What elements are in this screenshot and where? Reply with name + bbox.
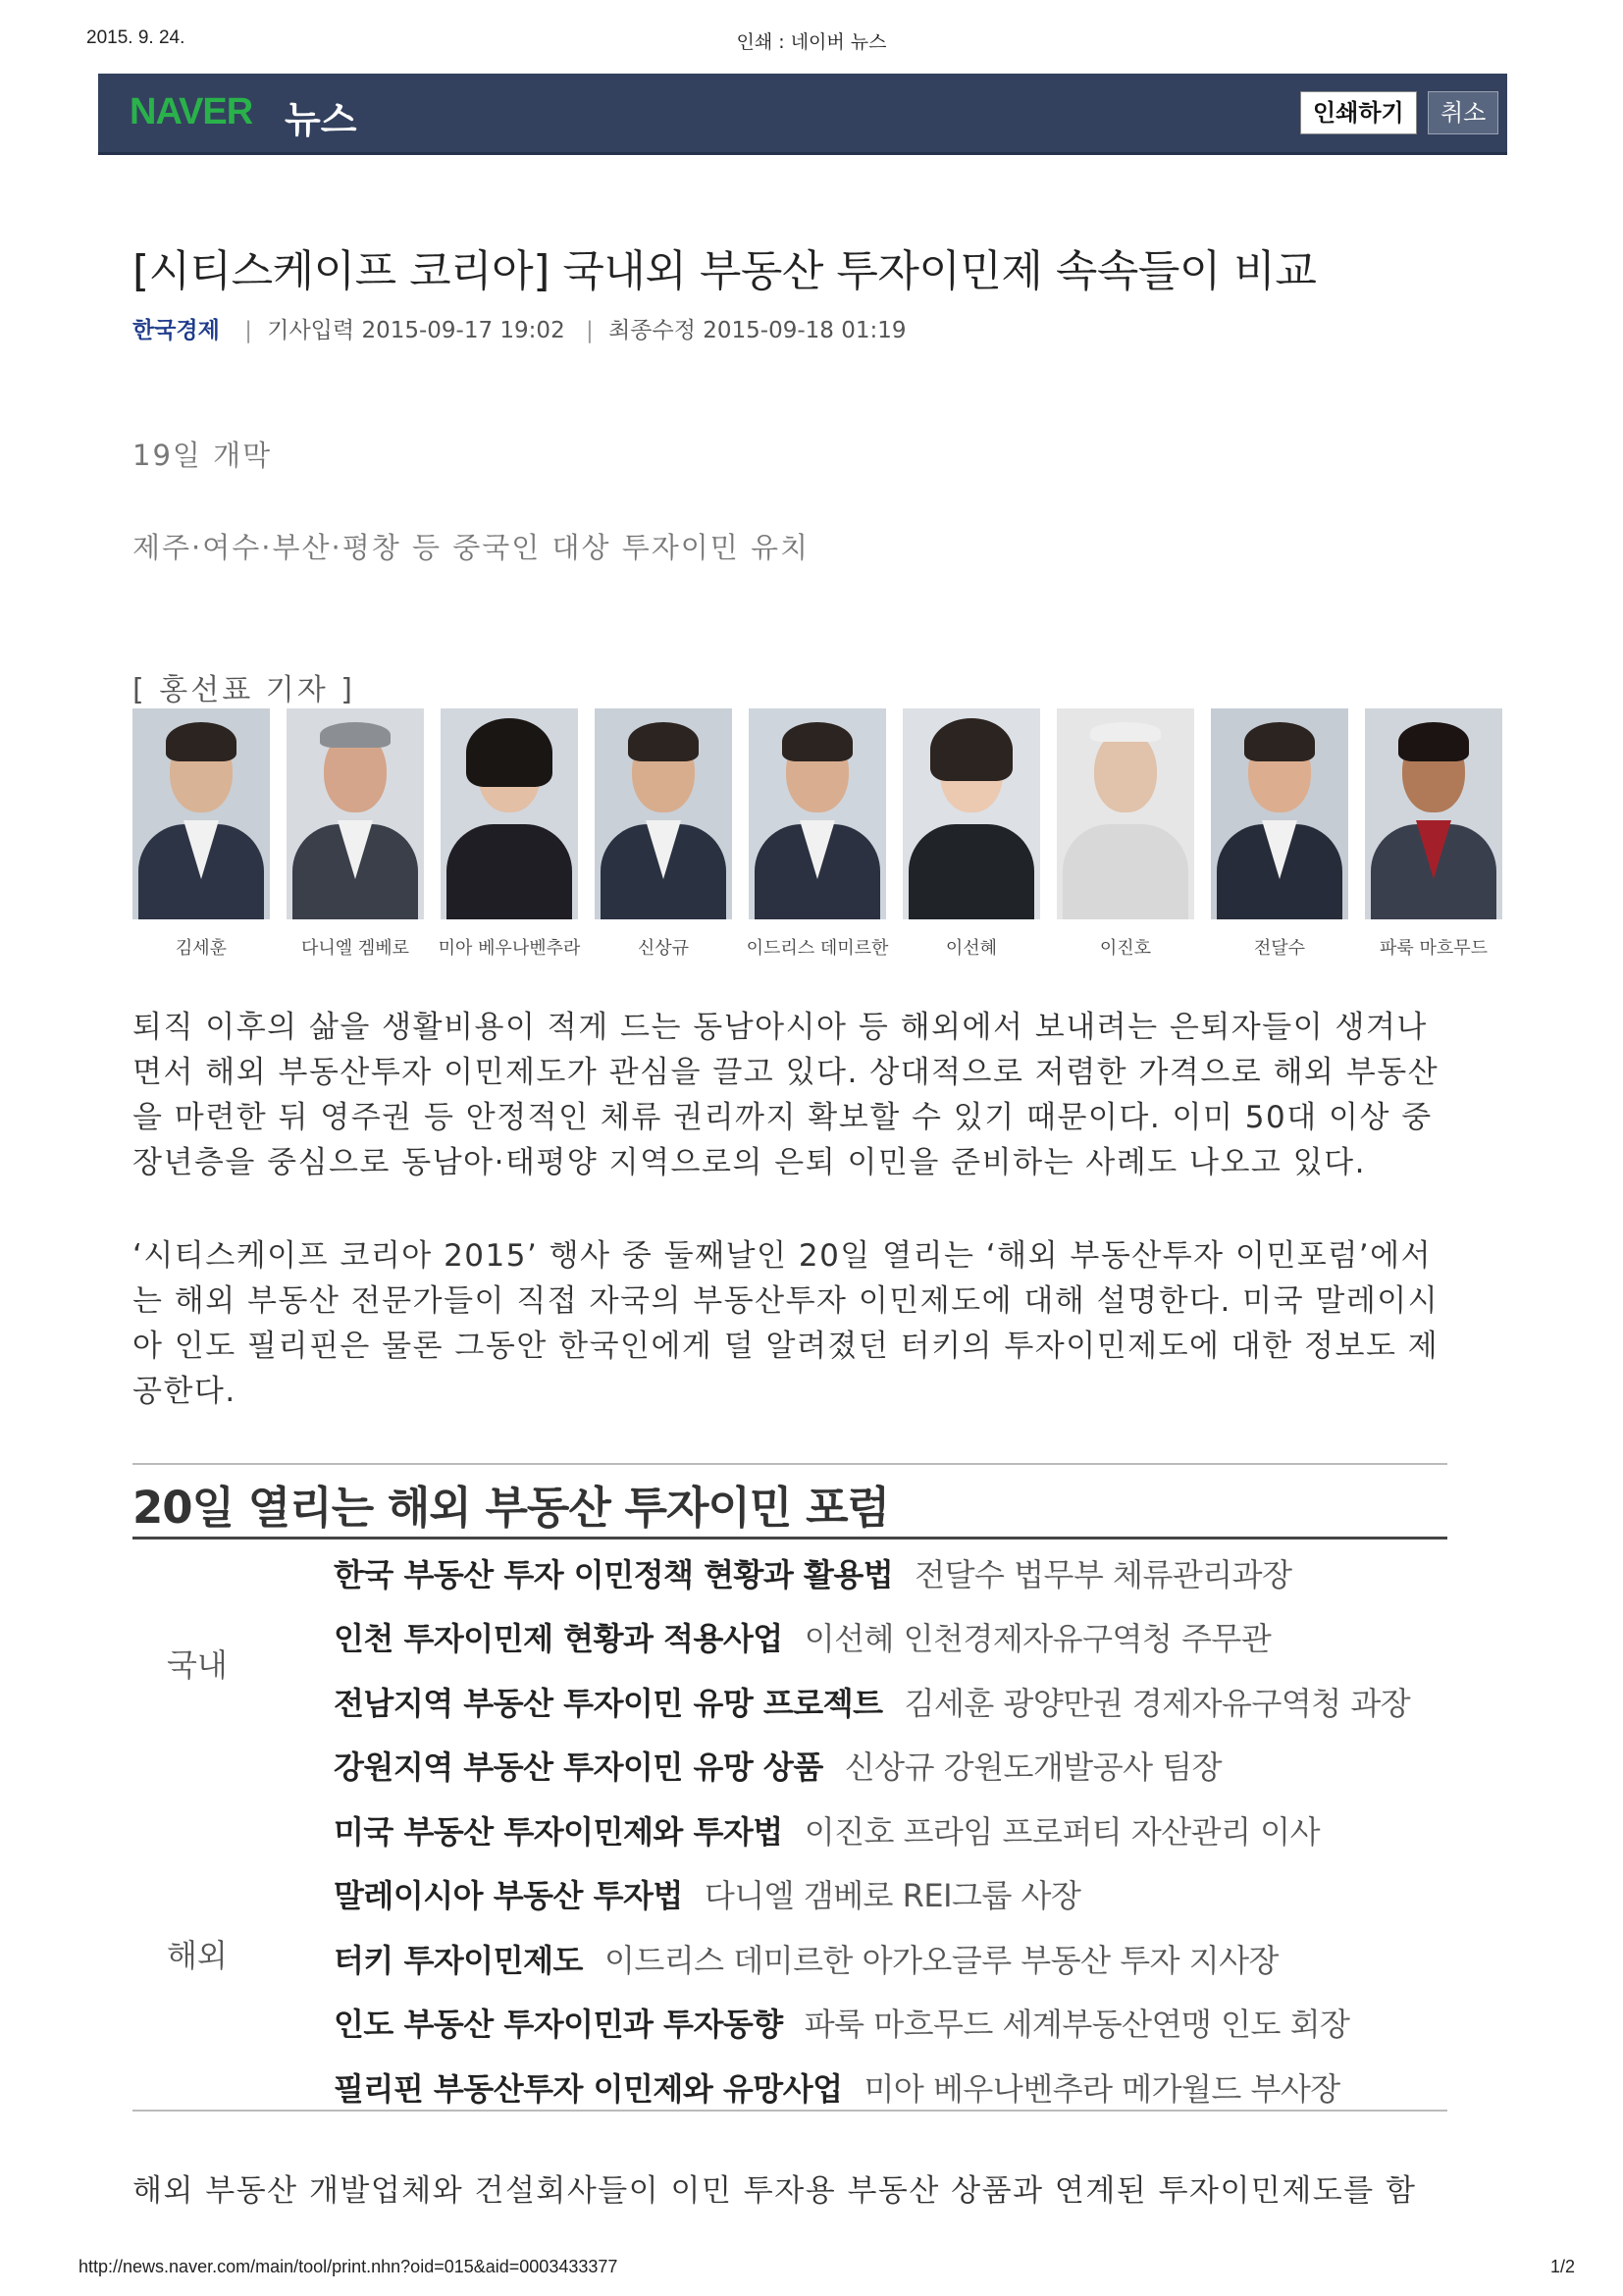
speaker-photo bbox=[132, 708, 270, 919]
forum-speaker: 이드리스 데미르한 아가오글루 부동산 투자 지사장 bbox=[603, 1942, 1279, 1979]
forum-topic: 강원지역 부동산 투자이민 유망 상품 bbox=[334, 1748, 823, 1786]
speaker-photo bbox=[1211, 708, 1348, 919]
table-top-rule bbox=[132, 1463, 1447, 1465]
forum-speaker: 신상규 강원도개발공사 팀장 bbox=[844, 1748, 1223, 1786]
article-paragraph-1 bbox=[132, 1005, 1506, 1185]
forum-topic: 터키 투자이민제도 bbox=[334, 1942, 583, 1979]
paragraph-line: 장년층을 중심으로 동남아·태평양 지역으로의 은퇴 이민을 준비하는 사례도 나오고 있다. bbox=[132, 1145, 1366, 1180]
cancel-button[interactable]: 취소 bbox=[1428, 91, 1498, 134]
reporter-byline: [ 홍선표 기자 ] bbox=[132, 673, 355, 707]
input-time: 2015-09-17 19:02 bbox=[361, 318, 565, 343]
article-paragraph-3 bbox=[132, 2168, 1506, 2214]
photo-caption: 이진호 bbox=[1099, 938, 1152, 959]
modified-time: 2015-09-18 01:19 bbox=[703, 318, 907, 343]
forum-row bbox=[334, 1936, 1279, 1981]
meta-divider: | bbox=[586, 318, 594, 343]
speaker-photo bbox=[287, 708, 424, 919]
table-bottom-rule bbox=[132, 2110, 1447, 2112]
speaker-photo bbox=[595, 708, 732, 919]
article-paragraph-2 bbox=[132, 1233, 1506, 1414]
forum-topic: 필리핀 부동산투자 이민제와 유망사업 bbox=[334, 2070, 843, 2108]
photo-caption: 이드리스 데미르한 bbox=[746, 938, 889, 959]
forum-speaker: 김세훈 광양만권 경제자유구역청 과장 bbox=[904, 1685, 1411, 1722]
forum-speaker: 미아 베우나벤추라 메가월드 부사장 bbox=[864, 2070, 1340, 2108]
forum-speaker: 전달수 법무부 체류관리과장 bbox=[915, 1556, 1292, 1593]
forum-speaker: 이선혜 인천경제자유구역청 주무관 bbox=[804, 1620, 1272, 1657]
forum-speaker: 파룩 마흐무드 세계부동산연맹 인도 회장 bbox=[804, 2006, 1350, 2043]
paragraph-line: ‘시티스케이프 코리아 2015’ 행사 중 둘째날인 20일 열리는 ‘해외 부동산투자 이민포럼’에서 bbox=[132, 1238, 1433, 1274]
forum-speaker: 다니엘 갬베로 REI그룹 사장 bbox=[704, 1877, 1081, 1914]
photo-caption: 신상규 bbox=[637, 938, 690, 959]
paragraph-line: 공한다. bbox=[132, 1374, 236, 1409]
forum-row bbox=[334, 1807, 1320, 1852]
paragraph-line: 을 마련한 뒤 영주권 등 안정적인 체류 권리까지 확보할 수 있기 때문이다. 이미 50대 이상 중 bbox=[132, 1100, 1433, 1135]
forum-row bbox=[334, 1743, 1222, 1788]
forum-row bbox=[334, 1550, 1292, 1595]
speaker-photo bbox=[749, 708, 886, 919]
forum-speaker: 이진호 프라임 프로퍼티 자산관리 이사 bbox=[804, 1813, 1320, 1851]
forum-row bbox=[334, 1614, 1271, 1659]
forum-topic: 인천 투자이민제 현황과 적용사업 bbox=[334, 1620, 783, 1657]
paragraph-line: 아 인도 필리핀은 물론 그동안 한국인에게 덜 알려졌던 터키의 투자이민제도에 대한 정보도 제 bbox=[132, 1329, 1440, 1364]
speaker-photo bbox=[441, 708, 578, 919]
photo-caption: 다니엘 겜베로 bbox=[300, 938, 410, 959]
subhead-2: 제주·여수·부산·평창 등 중국인 대상 투자이민 유치 bbox=[132, 531, 811, 564]
forum-row bbox=[334, 2064, 1340, 2110]
forum-table-title: 20일 열리는 해외 부동산 투자이민 포럼 bbox=[132, 1482, 890, 1534]
print-page-title: 인쇄 : 네이버 뉴스 bbox=[736, 31, 887, 53]
forum-row bbox=[334, 2000, 1349, 2045]
paragraph-line: 는 해외 부동산 전문가들이 직접 자국의 부동산투자 이민제도에 대해 설명한다. 미국 말레이시 bbox=[132, 1283, 1440, 1319]
forum-topic: 한국 부동산 투자 이민정책 현황과 활용법 bbox=[334, 1556, 894, 1593]
speaker-photo bbox=[903, 708, 1040, 919]
paragraph-line: 면서 해외 부동산투자 이민제도가 관심을 끌고 있다. 상대적으로 저렴한 가격으로 해외 부동산 bbox=[132, 1055, 1440, 1090]
forum-topic: 전남지역 부동산 투자이민 유망 프로젝트 bbox=[334, 1685, 883, 1722]
speaker-photo bbox=[1057, 708, 1194, 919]
forum-row bbox=[334, 1871, 1080, 1916]
paragraph-line: 퇴직 이후의 삶을 생활비용이 적게 드는 동남아시아 등 해외에서 보내려는 은퇴자들이 생겨나 bbox=[132, 1010, 1428, 1045]
print-date: 2015. 9. 24. bbox=[86, 27, 185, 48]
print-footer-url[interactable]: http://news.naver.com/main/tool/print.nhn?oid=015&aid=0003433377 bbox=[79, 2257, 618, 2276]
photo-caption: 전달수 bbox=[1253, 938, 1306, 959]
table-header-rule bbox=[132, 1537, 1447, 1539]
print-button[interactable]: 인쇄하기 bbox=[1300, 91, 1417, 134]
modified-label: 최종수정 bbox=[608, 318, 696, 343]
press-name[interactable]: 한국경제 bbox=[132, 317, 220, 343]
photo-caption: 파룩 마흐무드 bbox=[1379, 938, 1489, 959]
photo-caption: 김세훈 bbox=[175, 938, 228, 959]
region-label-overseas: 해외 bbox=[167, 1937, 228, 1974]
naver-logo[interactable]: NAVER bbox=[130, 91, 253, 132]
naver-news-header-bar bbox=[98, 74, 1507, 155]
paragraph-line: 해외 부동산 개발업체와 건설회사들이 이민 투자용 부동산 상품과 연계된 투자이민제도를 함 bbox=[132, 2173, 1417, 2209]
forum-topic: 인도 부동산 투자이민과 투자동향 bbox=[334, 2006, 783, 2043]
region-label-domestic: 국내 bbox=[167, 1646, 228, 1684]
forum-row bbox=[334, 1679, 1410, 1724]
photo-caption: 이선혜 bbox=[945, 938, 998, 959]
subhead-1: 19일 개막 bbox=[132, 439, 273, 472]
meta-divider: | bbox=[244, 318, 252, 343]
forum-topic: 말레이시아 부동산 투자법 bbox=[334, 1877, 683, 1914]
article-headline: [시티스케이프 코리아] 국내외 부동산 투자이민제 속속들이 비교 bbox=[132, 246, 1317, 296]
speaker-photo bbox=[1365, 708, 1502, 919]
input-label: 기사입력 bbox=[267, 318, 355, 343]
forum-topic: 미국 부동산 투자이민제와 투자법 bbox=[334, 1813, 783, 1851]
article-meta bbox=[132, 312, 907, 344]
speaker-photo-strip bbox=[132, 708, 1506, 964]
print-page-number: 1/2 bbox=[1550, 2257, 1576, 2276]
news-service-label[interactable]: 뉴스 bbox=[285, 98, 357, 141]
photo-caption: 미아 베우나벤추라 bbox=[438, 938, 581, 959]
